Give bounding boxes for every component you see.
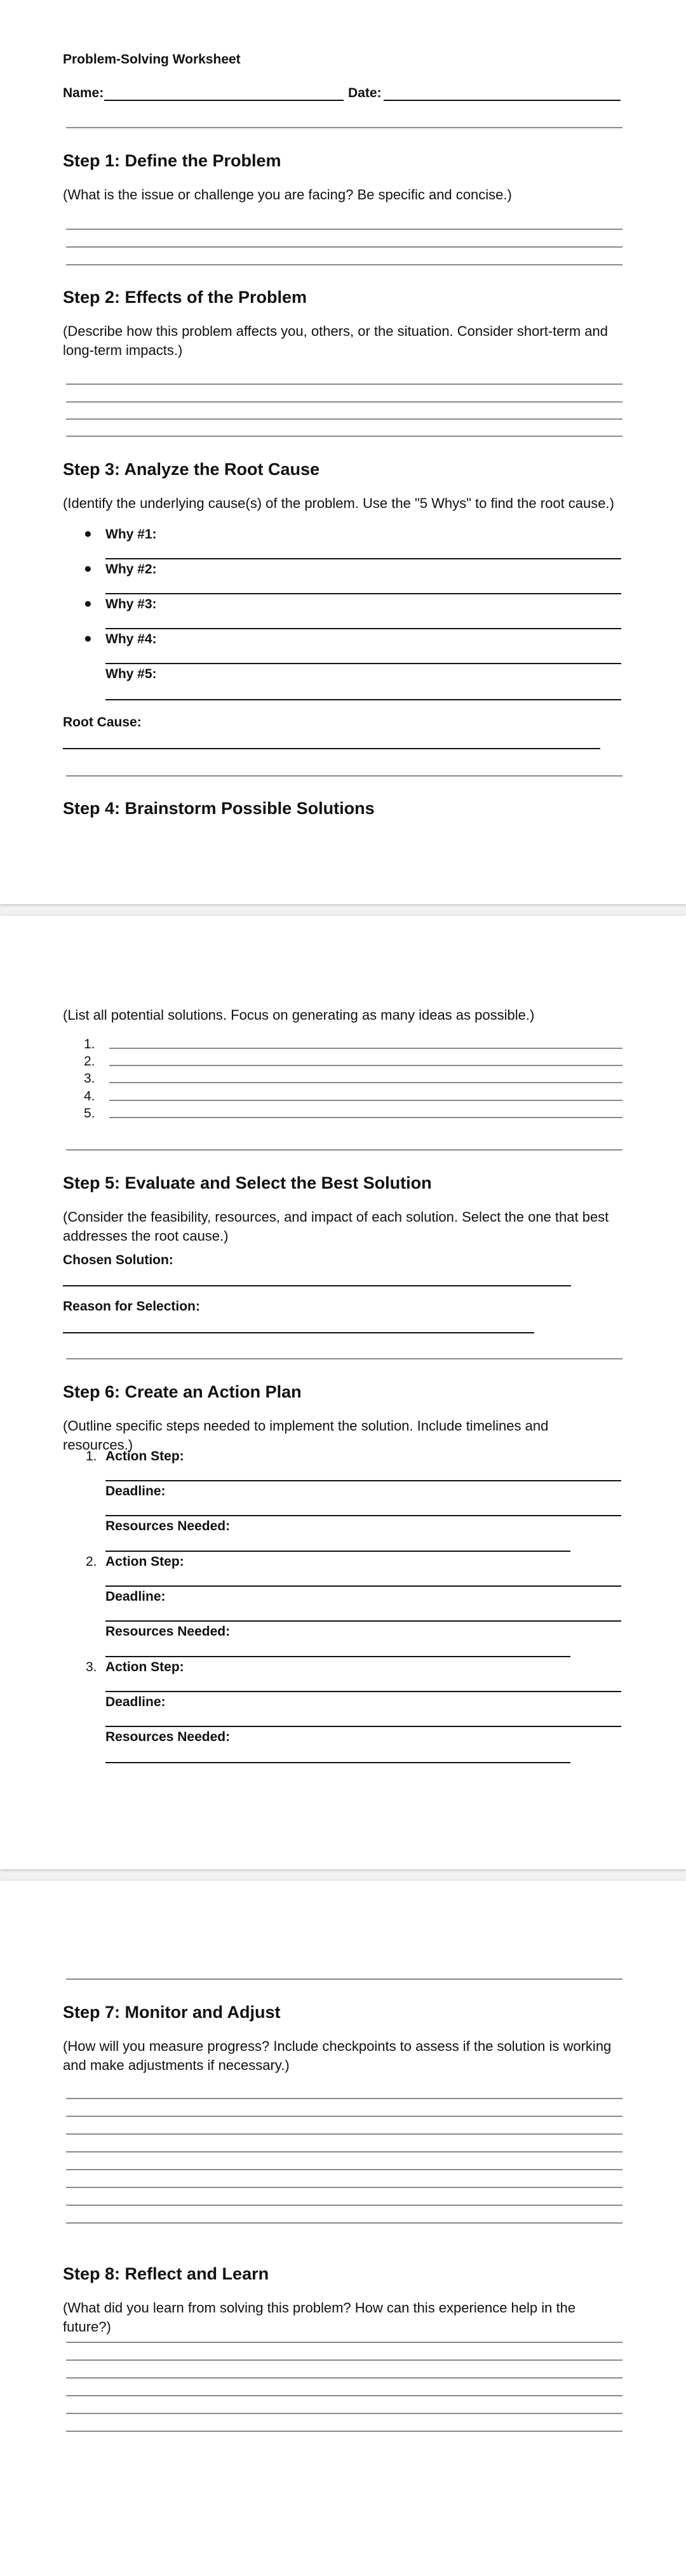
step8-answer-line[interactable]	[66, 2431, 622, 2432]
solution-3-field[interactable]	[109, 1082, 622, 1083]
step7-answer-line[interactable]	[66, 2151, 622, 2152]
why-3-label: Why #3:	[105, 597, 157, 611]
why-5-label: Why #5:	[105, 667, 157, 681]
reason-field[interactable]	[63, 1332, 534, 1333]
solution-1-number: 1.	[84, 1037, 95, 1051]
page-2	[0, 916, 686, 1869]
action-1-resources-field[interactable]	[105, 1551, 570, 1552]
step5-heading: Step 5: Evaluate and Select the Best Solution	[63, 1173, 432, 1192]
action-step-label: Action Step:	[105, 1449, 184, 1464]
why-1-label: Why #1:	[105, 527, 157, 542]
step2-answer-line[interactable]	[66, 436, 622, 437]
why-2-label: Why #2:	[105, 562, 157, 577]
why-5-field[interactable]	[105, 699, 621, 700]
deadline-label: Deadline:	[105, 1695, 166, 1709]
bullet-icon: ●	[84, 631, 92, 646]
step2-heading: Step 2: Effects of the Problem	[63, 288, 307, 307]
name-label: Name:	[63, 86, 104, 100]
action-3-number: 3.	[86, 1660, 97, 1674]
divider	[66, 1358, 622, 1359]
why-3-field[interactable]	[105, 628, 621, 629]
step2-description: (Describe how this problem affects you, others, or the situation. Consider short-term and long-term impacts.)	[63, 323, 608, 358]
step1-heading: Step 1: Define the Problem	[63, 151, 281, 170]
bullet-icon: ●	[84, 526, 92, 541]
action-2-step-field[interactable]	[105, 1585, 621, 1587]
worksheet-title: Problem-Solving Worksheet	[63, 52, 241, 67]
step7-answer-line[interactable]	[66, 2222, 622, 2224]
root-cause-label: Root Cause:	[63, 715, 142, 730]
action-3-step-field[interactable]	[105, 1691, 621, 1692]
step3-description: (Identify the underlying cause(s) of the problem. Use the "5 Whys" to find the root cause.)	[63, 495, 614, 511]
solution-5-number: 5.	[84, 1106, 95, 1121]
step5-description: (Consider the feasibility, resources, and impact of each solution. Select the one that best addresses the root cause.)	[63, 1209, 609, 1244]
chosen-solution-field[interactable]	[63, 1285, 571, 1286]
step2-answer-line[interactable]	[66, 384, 622, 385]
step2-answer-line[interactable]	[66, 401, 622, 403]
why-2-field[interactable]	[105, 593, 621, 594]
resources-label: Resources Needed:	[105, 1730, 231, 1744]
solution-2-number: 2.	[84, 1054, 95, 1069]
step1-description: (What is the issue or challenge you are facing? Be specific and concise.)	[63, 187, 512, 203]
action-step-label: Action Step:	[105, 1554, 184, 1569]
step4-heading: Step 4: Brainstorm Possible Solutions	[63, 799, 375, 818]
divider	[66, 775, 622, 777]
step3-heading: Step 3: Analyze the Root Cause	[63, 460, 320, 479]
root-cause-field[interactable]	[63, 748, 600, 749]
action-2-resources-field[interactable]	[105, 1656, 570, 1657]
bullet-icon: ●	[84, 596, 92, 611]
step7-answer-line[interactable]	[66, 2169, 622, 2170]
page-3	[0, 1881, 686, 2576]
divider	[66, 127, 622, 128]
step4-description: (List all potential solutions. Focus on generating as many ideas as possible.)	[63, 1007, 535, 1023]
step6-description: (Outline specific steps needed to implement the solution. Include timelines and resources.)	[63, 1418, 549, 1453]
solution-2-field[interactable]	[109, 1065, 622, 1066]
bullet-icon: ●	[84, 561, 92, 576]
step8-answer-line[interactable]	[66, 2413, 622, 2414]
divider	[66, 1149, 622, 1151]
solution-4-number: 4.	[84, 1089, 95, 1104]
reason-label: Reason for Selection:	[63, 1299, 200, 1314]
step8-answer-line[interactable]	[66, 2342, 622, 2343]
step8-answer-line[interactable]	[66, 2395, 622, 2396]
step7-answer-line[interactable]	[66, 2187, 622, 2188]
step8-answer-line[interactable]	[66, 2377, 622, 2379]
step8-description: (What did you learn from solving this problem? How can this experience help in the future?)	[63, 2300, 576, 2335]
solution-3-number: 3.	[84, 1071, 95, 1086]
page-1	[0, 0, 686, 904]
why-1-field[interactable]	[105, 558, 621, 559]
deadline-label: Deadline:	[105, 1589, 166, 1604]
step8-answer-line[interactable]	[66, 2359, 622, 2361]
action-step-label: Action Step:	[105, 1660, 184, 1674]
action-3-deadline-field[interactable]	[105, 1726, 621, 1727]
action-3-resources-field[interactable]	[105, 1762, 570, 1763]
step7-heading: Step 7: Monitor and Adjust	[63, 2003, 281, 2022]
solution-4-field[interactable]	[109, 1100, 622, 1101]
action-1-step-field[interactable]	[105, 1480, 621, 1481]
action-2-number: 2.	[86, 1554, 97, 1569]
resources-label: Resources Needed:	[105, 1624, 231, 1639]
step1-answer-line[interactable]	[66, 229, 622, 230]
resources-label: Resources Needed:	[105, 1519, 231, 1533]
step7-answer-line[interactable]	[66, 2098, 622, 2099]
action-2-deadline-field[interactable]	[105, 1620, 621, 1622]
step7-answer-line[interactable]	[66, 2133, 622, 2135]
step8-heading: Step 8: Reflect and Learn	[63, 2264, 269, 2283]
step7-description: (How will you measure progress? Include checkpoints to assess if the solution is working and make adjustments if necessary.)	[63, 2038, 612, 2073]
step1-answer-line[interactable]	[66, 264, 622, 265]
date-label: Date:	[348, 86, 382, 100]
why-4-label: Why #4:	[105, 632, 157, 646]
name-field[interactable]	[104, 100, 344, 101]
why-4-field[interactable]	[105, 663, 621, 664]
action-1-deadline-field[interactable]	[105, 1515, 621, 1516]
date-field[interactable]	[384, 100, 621, 101]
step7-answer-line[interactable]	[66, 2116, 622, 2117]
solution-1-field[interactable]	[109, 1048, 622, 1049]
step7-answer-line[interactable]	[66, 2205, 622, 2206]
deadline-label: Deadline:	[105, 1484, 166, 1498]
solution-5-field[interactable]	[109, 1117, 622, 1118]
chosen-solution-label: Chosen Solution:	[63, 1253, 173, 1267]
step1-answer-line[interactable]	[66, 246, 622, 248]
step2-answer-line[interactable]	[66, 418, 622, 420]
step6-heading: Step 6: Create an Action Plan	[63, 1382, 302, 1401]
divider	[66, 1979, 622, 1980]
action-1-number: 1.	[86, 1449, 97, 1464]
